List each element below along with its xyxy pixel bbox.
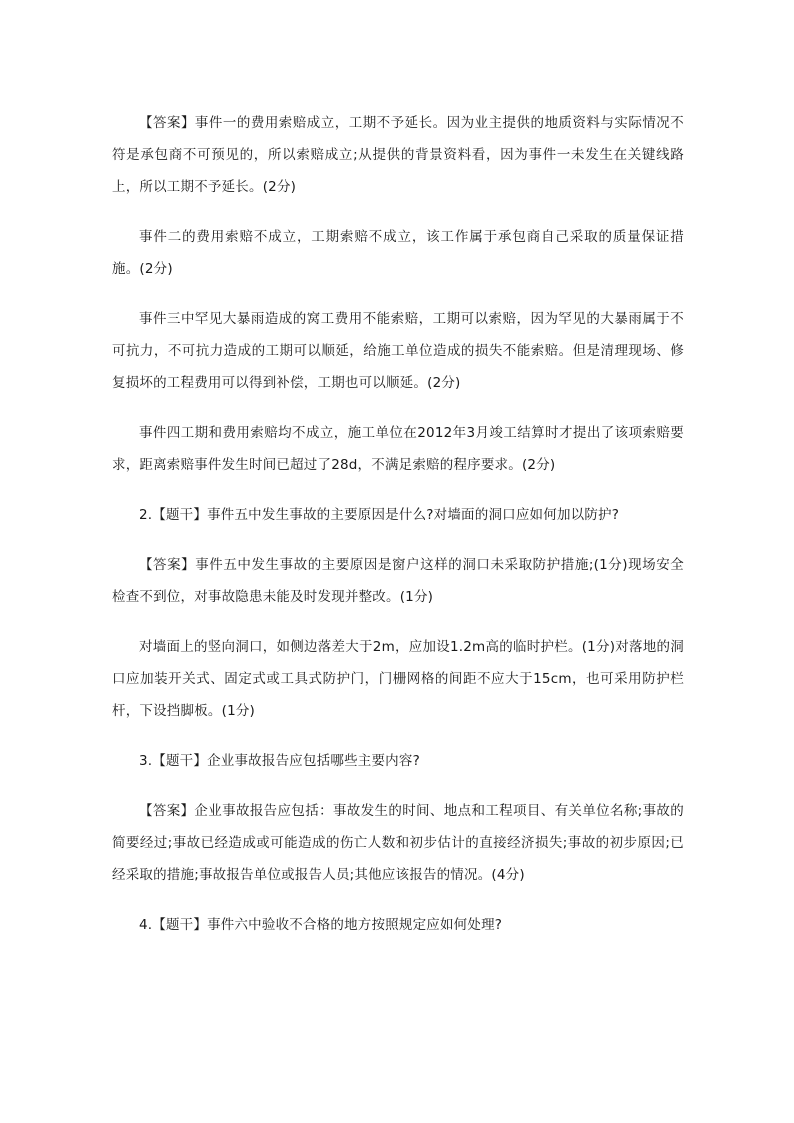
answer-2-paragraph: 【答案】事件五中发生事故的主要原因是窗户这样的洞口未采取防护措施;(1分)现场安全检查不到位，对事故隐患未能及时发现并整改。(1分) [112, 557, 684, 605]
answer-3-paragraph: 【答案】企业事故报告应包括：事故发生的时间、地点和工程项目、有关单位名称;事故的简要经过;事故已经造成或可能造成的伤亡人数和初步估计的直接经济损失;事故的初步原因;已经采取的措施;事故报告单位或报告人员;其他应该报告的情况。(4分) [112, 803, 684, 883]
answer-2-protection-paragraph: 对墙面上的竖向洞口，如侧边落差大于2m，应加设1.2m高的临时护栏。(1分)对落地的洞口应加装开关式、固定式或工具式防护门，门栅网格的间距不应大于15cm，也可采用防护栏杆，下设挡脚板。(1分) [112, 639, 684, 719]
question-4-paragraph: 4.【题干】事件六中验收不合格的地方按照规定应如何处理? [139, 917, 503, 933]
answer-1-event3-paragraph: 事件三中罕见大暴雨造成的窝工费用不能索赔，工期可以索赔，因为罕见的大暴雨属于不可抗力，不可抗力造成的工期可以顺延，给施工单位造成的损失不能索赔。但是清理现场、修复损坏的工程费用可以得到补偿，工期也可以顺延。(2分) [112, 311, 684, 391]
question-2-paragraph: 2.【题干】事件五中发生事故的主要原因是什么?对墙面的洞口应如何加以防护? [139, 507, 620, 523]
answer-1-event2-paragraph: 事件二的费用索赔不成立，工期索赔不成立，该工作属于承包商自己采取的质量保证措施。(2分) [112, 229, 684, 277]
document-page [112, 107, 684, 959]
answer-1-paragraph: 【答案】事件一的费用索赔成立，工期不予延长。因为业主提供的地质资料与实际情况不符是承包商不可预见的，所以索赔成立;从提供的背景资料看，因为事件一未发生在关键线路上，所以工期不予延长。(2分) [112, 115, 684, 195]
answer-1-event4-paragraph: 事件四工期和费用索赔均不成立，施工单位在2012年3月竣工结算时才提出了该项索赔要求，距离索赔事件发生时间已超过了28d，不满足索赔的程序要求。(2分) [112, 425, 684, 473]
question-3-paragraph: 3.【题干】企业事故报告应包括哪些主要内容? [139, 753, 420, 769]
